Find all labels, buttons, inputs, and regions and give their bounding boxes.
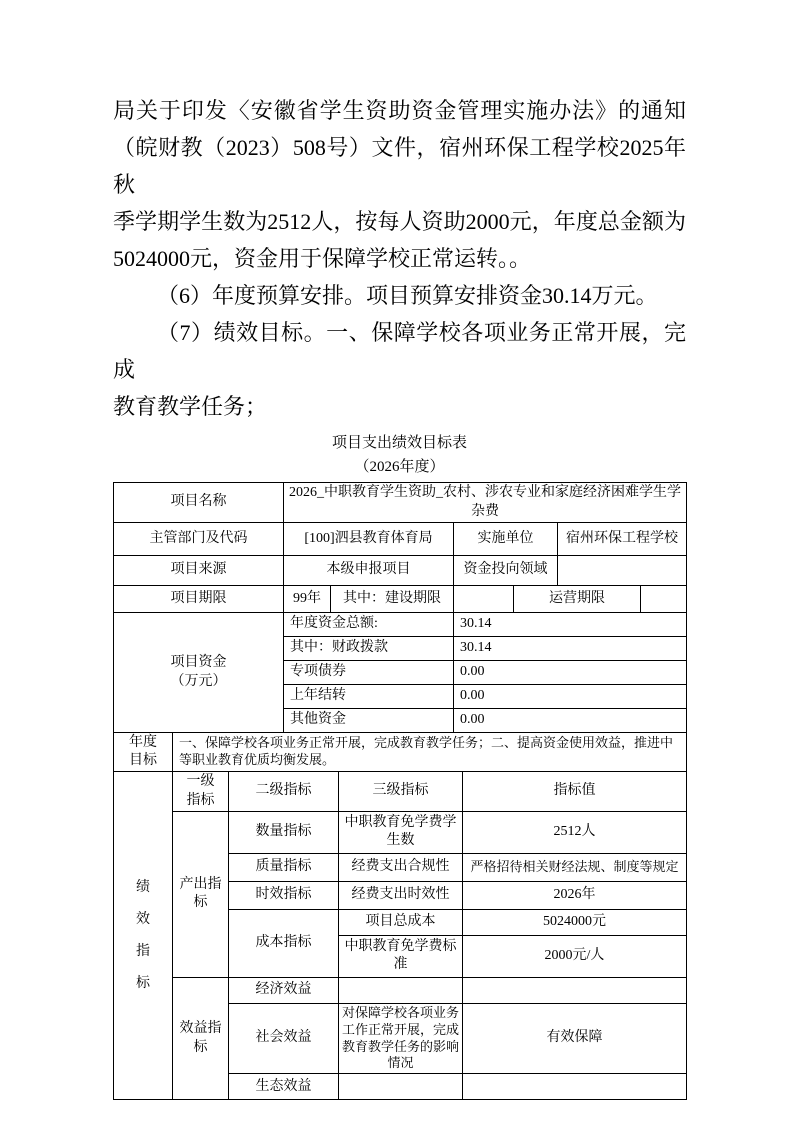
- text-line: 季学期学生数为2512人，按每人资助2000元，年度总金额为: [113, 209, 686, 234]
- indicator-value: 有效保障: [463, 1003, 687, 1074]
- indicator-l3: 中职教育免学费标准: [339, 935, 463, 977]
- annual-goal-table: [113, 732, 687, 772]
- period-label: 项目期限: [114, 586, 284, 613]
- oper-period-value: [641, 586, 687, 613]
- indicator-l3: 对保障学校各项业务工作正常开展，完成教育教学任务的影响情况: [339, 1003, 463, 1074]
- indicator-l2: 成本指标: [229, 909, 339, 977]
- funding-row-name: 年度资金总额:: [284, 613, 454, 637]
- build-period-value: [454, 586, 514, 613]
- period-value: 99年: [284, 586, 331, 613]
- indicator-value: 严格招待相关财经法规、制度等规定: [463, 853, 687, 881]
- table-row: [114, 483, 687, 523]
- header-level3: 三级指标: [339, 772, 463, 811]
- page-content: [113, 92, 686, 1100]
- header-level1: [173, 772, 229, 811]
- indicator-value: 5024000元: [463, 909, 687, 935]
- period-table: [113, 585, 687, 613]
- source-label: 项目来源: [114, 556, 284, 586]
- project-name-label: 项目名称: [114, 483, 284, 523]
- invest-field-label: 资金投向领域: [454, 556, 558, 586]
- funding-row-name: 专项债券: [284, 661, 454, 685]
- annual-goal-label-text: 年度目标: [129, 735, 157, 769]
- indicator-value: [463, 977, 687, 1003]
- table-row: [114, 733, 687, 772]
- table-title: 项目支出绩效目标表: [331, 435, 467, 451]
- indicator-l2: 数量指标: [229, 811, 339, 853]
- indicator-l2: 生态效益: [229, 1074, 339, 1100]
- indicator-l2: 社会效益: [229, 1003, 339, 1074]
- funding-label-text: 项目资金（万元）: [170, 655, 227, 689]
- project-name-value: 2026_中职教育学生资助_农村、涉农专业和家庭经济困难学生学杂费: [284, 483, 687, 523]
- indicator-l2: 经济效益: [229, 977, 339, 1003]
- funding-row-name: 其他资金: [284, 709, 454, 733]
- dept-label: 主管部门及代码: [114, 523, 284, 556]
- funding-label: [114, 613, 284, 733]
- indicator-l3: [339, 1074, 463, 1100]
- indicator-value: [463, 1074, 687, 1100]
- funding-row-value: 30.14: [454, 637, 687, 661]
- indicator-value: 2026年: [463, 881, 687, 909]
- text-line: 局关于印发〈安徽省学生资助资金管理实施办法》的通知: [113, 98, 686, 123]
- indicator-l3: 项目总成本: [339, 909, 463, 935]
- table-row: [114, 523, 687, 556]
- funding-row-value: 0.00: [454, 661, 687, 685]
- paragraph-2: [113, 277, 686, 314]
- annual-goal-text: 一、保障学校各项业务正常开展，完成教育教学任务；二、提高资金使用效益，推进中等职业教育优质均衡发展。: [173, 733, 687, 772]
- build-period-label: 其中：建设期限: [331, 586, 454, 613]
- output-indicator-label: 产出指标: [173, 811, 229, 977]
- indicator-l3: [339, 977, 463, 1003]
- benefit-indicator-label: 效益指标: [173, 977, 229, 1100]
- impl-unit-label: 实施单位: [454, 523, 558, 556]
- funding-row-value: 30.14: [454, 613, 687, 637]
- table-row: [114, 586, 687, 613]
- indicator-l3: 经费支出合规性: [339, 853, 463, 881]
- indicator-l2: 时效指标: [229, 881, 339, 909]
- header-level2: 二级指标: [229, 772, 339, 811]
- text-line: （6）年度预算安排。项目预算安排资金30.14万元。: [157, 283, 658, 308]
- text-line: 教育教学任务；: [113, 394, 268, 419]
- header-level1-text: 一级指标: [186, 774, 215, 808]
- indicator-l3: 中职教育免学费学生数: [339, 811, 463, 853]
- invest-field-value: [558, 556, 687, 586]
- table-row: [114, 556, 687, 586]
- table-row: [114, 613, 687, 637]
- table-subtitle: （2026年度）: [354, 459, 445, 475]
- info-table: [113, 482, 687, 586]
- performance-label-text: 绩效指标: [136, 879, 150, 991]
- indicator-header-row: [114, 772, 687, 811]
- indicator-row: [114, 977, 687, 1003]
- funding-row-name: 上年结转: [284, 685, 454, 709]
- text-line: 5024000元，资金用于保障学校正常运转。。: [113, 246, 532, 271]
- paragraph-1: [113, 92, 686, 277]
- paragraph-3: [113, 314, 686, 425]
- oper-period-label: 运营期限: [514, 586, 641, 613]
- dept-value: [100]泗县教育体育局: [284, 523, 454, 556]
- performance-label: [114, 772, 173, 1100]
- annual-goal-label: [114, 733, 173, 772]
- indicator-value: 2512人: [463, 811, 687, 853]
- funding-row-value: 0.00: [454, 709, 687, 733]
- funding-row-name: 其中：财政拨款: [284, 637, 454, 661]
- text-line: （7）绩效目标。一、保障学校各项业务正常开展，完成: [113, 320, 686, 382]
- impl-unit-value: 宿州环保工程学校: [558, 523, 687, 556]
- performance-table: [113, 771, 687, 1100]
- indicator-l3: 经费支出时效性: [339, 881, 463, 909]
- indicator-row: [114, 811, 687, 853]
- funding-table: [113, 612, 687, 733]
- source-value: 本级申报项目: [284, 556, 454, 586]
- indicator-value: 2000元/人: [463, 935, 687, 977]
- indicator-l2: 质量指标: [229, 853, 339, 881]
- header-value: 指标值: [463, 772, 687, 811]
- funding-row-value: 0.00: [454, 685, 687, 709]
- text-line: （皖财教（2023）508号）文件，宿州环保工程学校2025年秋: [113, 135, 686, 197]
